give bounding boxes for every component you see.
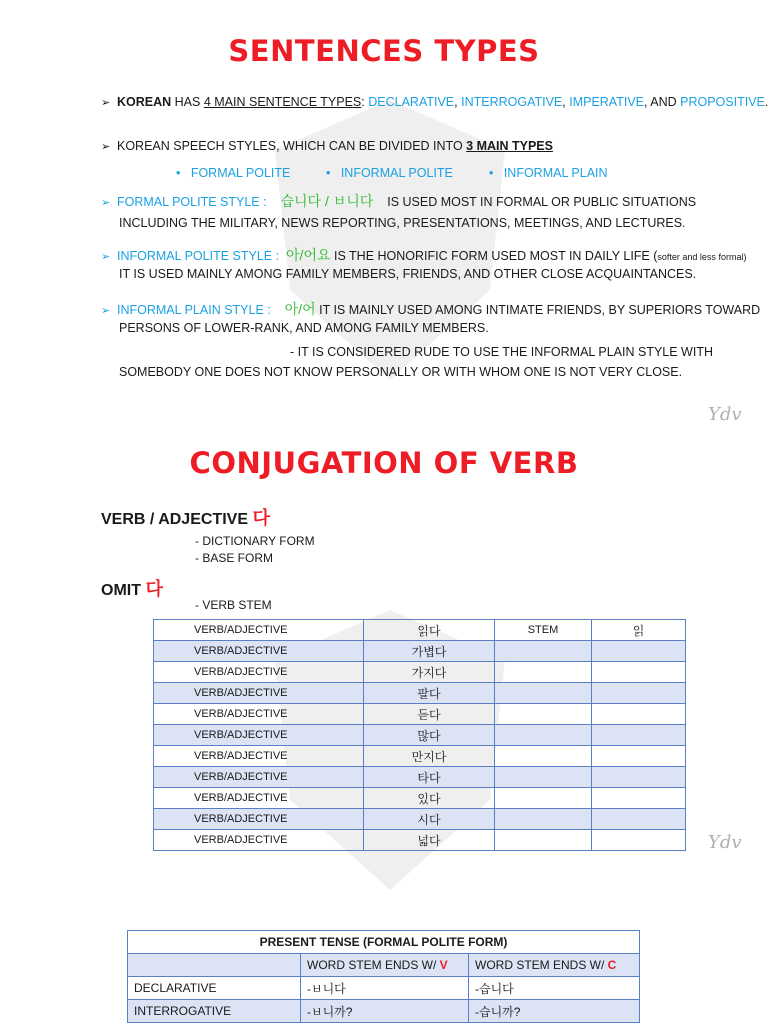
speech-text: KOREAN SPEECH STYLES, WHICH CAN BE DIVIDED INTO (117, 139, 467, 153)
table-row (154, 746, 686, 767)
colon-text: : (361, 95, 369, 109)
type-cell: VERB/ADJECTIVE (154, 641, 364, 662)
table-row (154, 830, 686, 851)
informal-plain-desc4: SOMEBODY ONE DOES NOT KNOW PERSONALLY OR WITH WHOM ONE IS NOT VERY CLOSE. (119, 365, 683, 379)
table-title: PRESENT TENSE (FORMAL POLITE FORM) (128, 931, 640, 954)
formal-polite-desc: IS USED MOST IN FORMAL OR PUBLIC SITUATIONS (387, 195, 697, 209)
verb-cell: 많다 (364, 725, 495, 746)
stem-cell[interactable]: 읽 (592, 620, 686, 641)
consonant-letter: C (607, 958, 617, 972)
informal-plain-desc3: - IT IS CONSIDERED RUDE TO USE THE INFORMAL PLAIN STYLE WITH (290, 345, 713, 359)
base-form-note: - BASE FORM (195, 551, 274, 565)
stem-label-cell (495, 767, 592, 788)
stem-label-cell (495, 809, 592, 830)
verb-cell: 가지다 (364, 662, 495, 683)
informal-plain-desc: IT IS MAINLY USED AMONG INTIMATE FRIENDS, BY SUPERIORS TOWARD (319, 303, 761, 317)
arrow-bullet-icon: ➢ (101, 251, 111, 263)
informal-polite-label: INFORMAL POLITE STYLE : (117, 249, 280, 263)
vowel-ending-cell: -ㅂ니까? (301, 1000, 469, 1023)
consonant-header (469, 954, 640, 977)
vowel-header (301, 954, 469, 977)
verb-cell: 팔다 (364, 683, 495, 704)
consonant-header-text: WORD STEM ENDS W/ (475, 958, 608, 972)
speech-styles-line (101, 138, 553, 155)
stem-cell[interactable] (592, 746, 686, 767)
arrow-bullet-icon: ➢ (101, 141, 111, 153)
bullet-icon: • (176, 166, 181, 180)
verb-cell: 가볍다 (364, 641, 495, 662)
stem-cell[interactable] (592, 788, 686, 809)
main-types-text: 4 MAIN SENTENCE TYPES (203, 95, 362, 109)
stem-label-cell (495, 725, 592, 746)
type-cell: VERB/ADJECTIVE (154, 725, 364, 746)
formal-polite-desc2: INCLUDING THE MILITARY, NEWS REPORTING, PRESENTATIONS, MEETINGS, AND LECTURES. (119, 216, 686, 230)
arrow-bullet-icon: ➢ (101, 197, 111, 209)
verb-cell: 듣다 (364, 704, 495, 725)
formal-polite-ending: 습니다 / ㅂ니다 (280, 193, 374, 209)
stem-cell[interactable] (592, 809, 686, 830)
table-row (154, 641, 686, 662)
type-cell: VERB/ADJECTIVE (154, 662, 364, 683)
stem-cell[interactable] (592, 725, 686, 746)
verb-cell: 읽다 (364, 620, 495, 641)
verb-cell: 넓다 (364, 830, 495, 851)
table-header-row (128, 954, 640, 977)
type-cell: VERB/ADJECTIVE (154, 788, 364, 809)
style-item (176, 165, 290, 181)
omit-heading (101, 575, 163, 601)
formal-polite-line (101, 193, 696, 211)
da-char: 다 (252, 508, 270, 528)
informal-polite-ending: 아/어요 (286, 247, 331, 263)
arrow-bullet-icon: ➢ (101, 97, 111, 109)
stem-label-cell (495, 746, 592, 767)
table-row (154, 620, 686, 641)
style-formal-polite: FORMAL POLITE (190, 166, 291, 180)
signature: Ydv (708, 832, 742, 853)
vowel-ending-cell: -ㅂ니다 (301, 977, 469, 1000)
stem-cell[interactable] (592, 704, 686, 725)
style-informal-polite: INFORMAL POLITE (340, 166, 453, 180)
stem-label-cell (495, 704, 592, 725)
verb-cell: 있다 (364, 788, 495, 809)
type-cell: VERB/ADJECTIVE (154, 767, 364, 788)
type-cell: VERB/ADJECTIVE (154, 830, 364, 851)
verb-cell: 타다 (364, 767, 495, 788)
table-title-row (128, 931, 640, 954)
stem-label-cell (495, 683, 592, 704)
stem-label-cell (495, 830, 592, 851)
informal-plain-line (101, 301, 760, 319)
type-cell: VERB/ADJECTIVE (154, 620, 364, 641)
verb-adjective-heading (101, 504, 270, 530)
table-row (154, 704, 686, 725)
propositive-label: PROPOSITIVE (680, 95, 765, 109)
stem-label-cell (495, 641, 592, 662)
stem-label-cell (495, 662, 592, 683)
informal-plain-label: INFORMAL PLAIN STYLE : (117, 303, 271, 317)
type-cell: VERB/ADJECTIVE (154, 809, 364, 830)
type-cell: VERB/ADJECTIVE (154, 683, 364, 704)
signature: Ydv (708, 404, 742, 425)
style-informal-plain: INFORMAL PLAIN (503, 166, 608, 180)
arrow-bullet-icon: ➢ (101, 305, 111, 317)
stem-label-cell: STEM (495, 620, 592, 641)
vowel-header-text: WORD STEM ENDS W/ (307, 958, 440, 972)
interrogative-label: INTERROGATIVE (461, 95, 563, 109)
informal-polite-note: softer and less formal) (657, 252, 747, 262)
consonant-ending-cell: -습니다 (469, 977, 640, 1000)
stem-label-cell (495, 788, 592, 809)
main-types-bold: 3 MAIN TYPES (466, 139, 553, 153)
korean-label: KOREAN (117, 95, 172, 109)
stem-cell[interactable] (592, 830, 686, 851)
verb-cell: 시다 (364, 809, 495, 830)
sentence-type-cell: DECLARATIVE (128, 977, 301, 1000)
empty-header-cell (128, 954, 301, 977)
verb-adjective-label: VERB / ADJECTIVE (101, 511, 248, 528)
omit-label: OMIT (101, 582, 141, 599)
da-char: 다 (145, 579, 163, 599)
table-row (154, 809, 686, 830)
dictionary-form-note: - DICTIONARY FORM (195, 534, 315, 548)
stem-cell[interactable] (592, 767, 686, 788)
informal-polite-desc2: IT IS USED MAINLY AMONG FAMILY MEMBERS, FRIENDS, AND OTHER CLOSE ACQUAINTANCES. (119, 267, 697, 281)
stem-cell[interactable] (592, 641, 686, 662)
and-text: , AND (644, 95, 681, 109)
has-text: HAS (171, 95, 204, 109)
present-tense-table (127, 930, 640, 1023)
style-item (326, 165, 453, 181)
verb-stem-note: - VERB STEM (195, 598, 272, 612)
vowel-letter: V (439, 958, 448, 972)
imperative-label: IMPERATIVE (569, 95, 644, 109)
table-row (154, 662, 686, 683)
informal-plain-ending: 아/어 (284, 301, 316, 317)
formal-polite-label: FORMAL POLITE STYLE : (117, 195, 267, 209)
stem-cell[interactable] (592, 683, 686, 704)
section-title: CONJUGATION OF VERB (189, 446, 579, 480)
table-row (154, 767, 686, 788)
declarative-label: DECLARATIVE (368, 95, 455, 109)
consonant-ending-cell: -습니까? (469, 1000, 640, 1023)
bullet-icon: • (326, 166, 331, 180)
table-row (154, 725, 686, 746)
bullet-icon: • (489, 166, 494, 180)
table-row (154, 683, 686, 704)
page-title: SENTENCES TYPES (228, 34, 540, 68)
informal-polite-desc: IS THE HONORIFIC FORM USED MOST IN DAILY LIFE ( (333, 249, 658, 263)
table-row (154, 788, 686, 809)
table-row (128, 1000, 640, 1023)
style-item (489, 165, 608, 181)
verb-cell: 만지다 (364, 746, 495, 767)
intro-line: ➢ KOREAN HAS 4 MAIN SENTENCE TYPES: DECLARATIVE, INTERROGATIVE, IMPERATIVE, AND PROPOSITIVE (101, 94, 768, 111)
informal-plain-desc2: PERSONS OF LOWER-RANK, AND AMONG FAMILY MEMBERS. (119, 321, 489, 335)
type-cell: VERB/ADJECTIVE (154, 704, 364, 725)
verb-stem-table (153, 619, 686, 851)
table-row (128, 977, 640, 1000)
stem-cell[interactable] (592, 662, 686, 683)
type-cell: VERB/ADJECTIVE (154, 746, 364, 767)
sentence-type-cell: INTERROGATIVE (128, 1000, 301, 1023)
informal-polite-line (101, 247, 746, 265)
